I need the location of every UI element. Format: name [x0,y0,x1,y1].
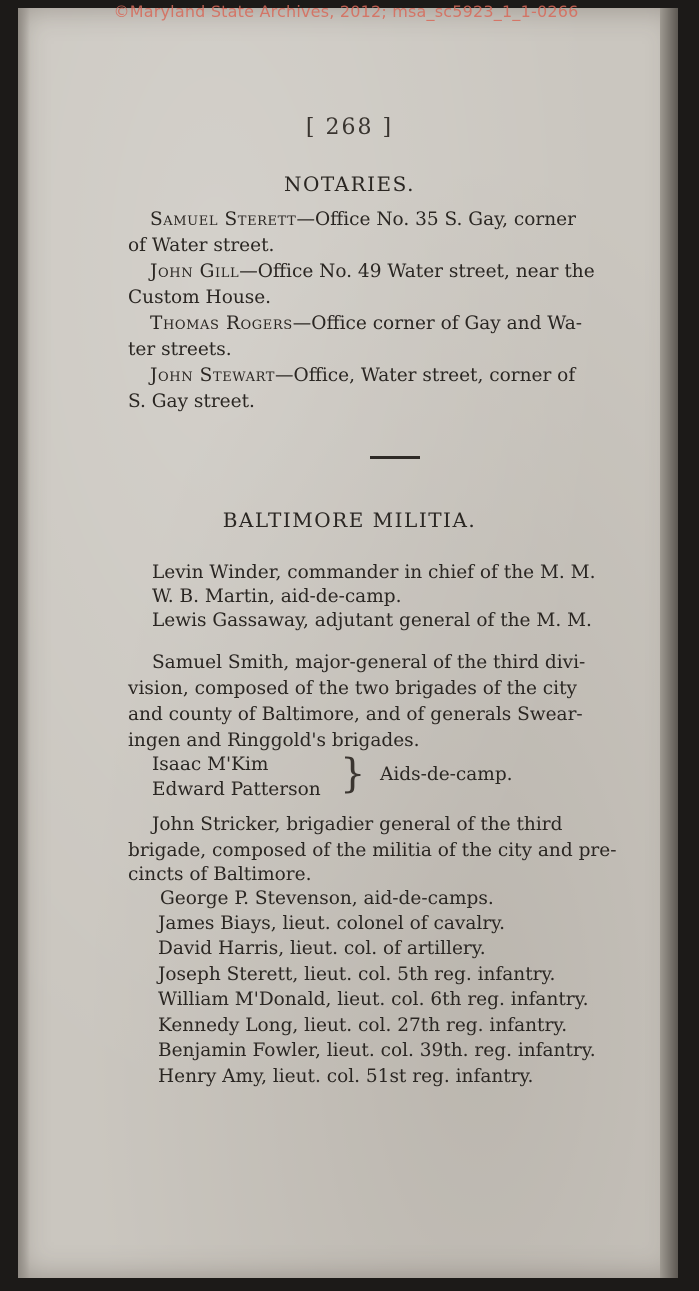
officer-line: Benjamin Fowler, lieut. col. 39th. reg. infantry. [158,1040,596,1061]
militia-command-line: W. B. Martin, aid-de-camp. [152,586,402,607]
brigade-text-line: brigade, composed of the militia of the city and pre- [128,840,617,861]
officer-line: George P. Stevenson, aid-de-camps. [160,888,494,909]
officer-line: James Biays, lieut. colonel of cavalry. [158,913,506,934]
division-text-line: and county of Baltimore, and of generals Swear- [128,704,583,725]
brigade-text-line: cincts of Baltimore. [128,864,312,885]
page-number: [ 268 ] [305,115,394,140]
notary-detail: —Office No. 49 Water street, near the [239,261,595,282]
aid-name: Edward Patterson [152,779,321,800]
officer-line: William M'Donald, lieut. col. 6th reg. infantry. [158,989,589,1010]
militia-heading: BALTIMORE MILITIA. [222,508,477,532]
notary-name: John Stewart [150,365,276,386]
militia-command-line: Lewis Gassaway, adjutant general of the M. M. [152,610,592,631]
notary-name: Samuel Sterett [150,209,297,230]
section-divider [370,456,420,459]
page-edge [18,8,30,1278]
notary-detail: —Office, Water street, corner of [275,365,576,386]
notary-name: John Gill [150,261,240,282]
notary-detail-continued: S. Gay street. [128,391,255,412]
grouping-brace: } [340,751,366,797]
officer-line: Kennedy Long, lieut. col. 27th reg. infantry. [158,1015,568,1036]
notaries-heading: NOTARIES. [284,172,415,196]
notary-name: Thomas Rogers [150,313,293,334]
officer-line: Henry Amy, lieut. col. 51st reg. infantry. [158,1066,534,1087]
officer-line: Joseph Sterett, lieut. col. 5th reg. infantry. [158,964,556,985]
notary-detail: —Office No. 35 S. Gay, corner [296,209,576,230]
division-text-line: vision, composed of the two brigades of the city [128,678,577,699]
division-text-line: ingen and Ringgold's brigades. [128,730,420,751]
notary-detail-continued: ter streets. [128,339,232,360]
notary-entry [150,363,575,389]
notary-detail-continued: Custom House. [128,287,272,308]
aids-label: Aids-de-camp. [380,764,513,785]
aid-name: Isaac M'Kim [152,754,269,775]
brigade-text-line: John Stricker, brigadier general of the third [152,814,563,835]
book-spine [660,8,678,1278]
notary-entry [150,311,582,337]
officer-line: David Harris, lieut. col. of artillery. [158,938,486,959]
militia-command-line: Levin Winder, commander in chief of the M. M. [152,562,596,583]
notary-detail: —Office corner of Gay and Wa- [292,313,582,334]
notary-entry [150,259,595,285]
notary-entry [150,207,576,233]
division-text-line: Samuel Smith, major-general of the third divi- [152,652,586,673]
archive-watermark: ©Maryland State Archives, 2012; msa_sc5923_1_1-0266 [113,2,579,21]
notary-detail-continued: of Water street. [128,235,275,256]
